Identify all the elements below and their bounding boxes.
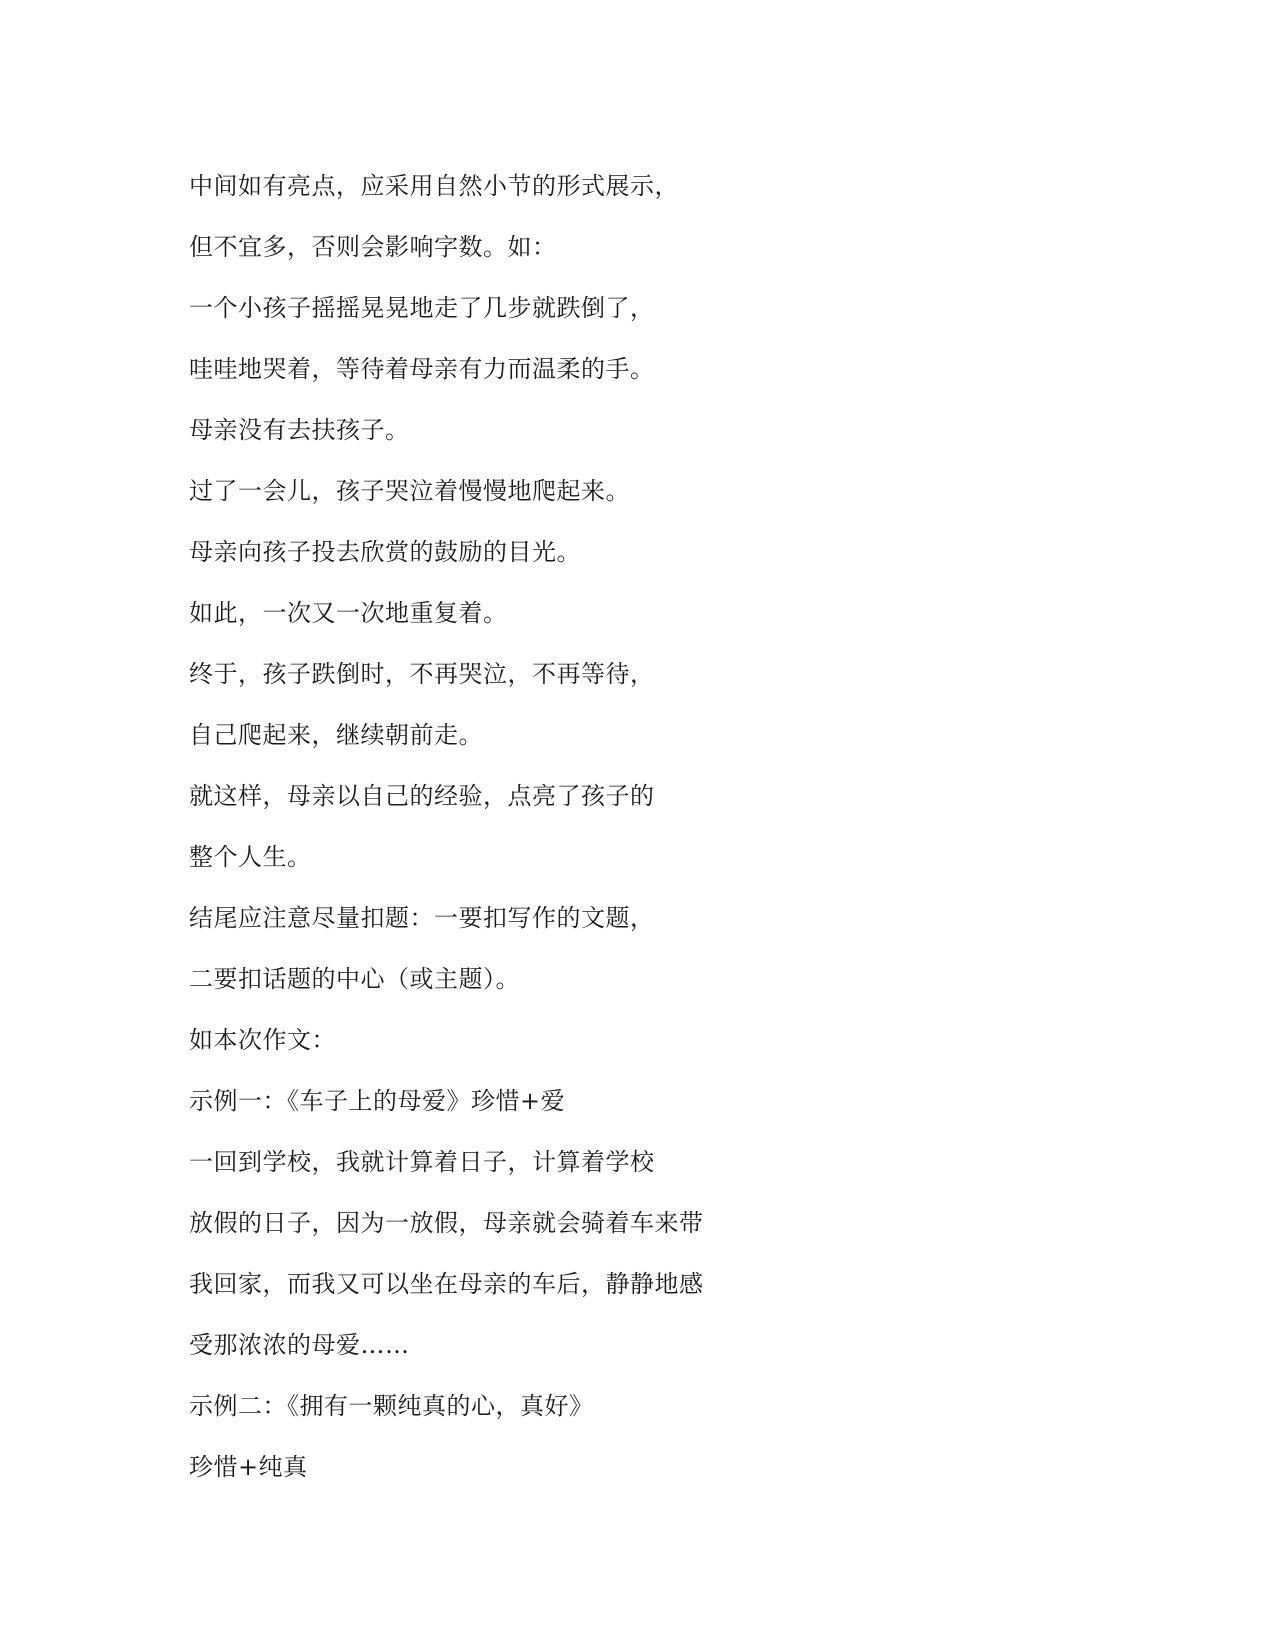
text-line: 过了一会儿，孩子哭泣着慢慢地爬起来。 xyxy=(189,477,630,505)
text-line: 放假的日子，因为一放假，母亲就会骑着车来带 xyxy=(189,1209,704,1237)
text-line: 终于，孩子跌倒时，不再哭泣，不再等待， xyxy=(189,660,655,688)
text-line: 受那浓浓的母爱…… xyxy=(189,1331,410,1359)
text-line: 一个小孩子摇摇晃晃地走了几步就跌倒了， xyxy=(189,294,655,322)
text-line: 如此，一次又一次地重复着。 xyxy=(189,599,508,627)
text-line: 珍惜+纯真 xyxy=(189,1453,308,1481)
text-line: 就这样，母亲以自己的经验，点亮了孩子的 xyxy=(189,782,655,810)
text-line: 示例一：《车子上的母爱》珍惜+爱 xyxy=(189,1087,566,1115)
text-line: 结尾应注意尽量扣题：一要扣写作的文题， xyxy=(189,904,655,932)
text-line: 母亲向孩子投去欣赏的鼓励的目光。 xyxy=(189,538,581,566)
text-line: 整个人生。 xyxy=(189,843,312,871)
text-line: 自己爬起来，继续朝前走。 xyxy=(189,721,483,749)
text-line: 一回到学校，我就计算着日子，计算着学校 xyxy=(189,1148,655,1176)
text-line: 我回家，而我又可以坐在母亲的车后，静静地感 xyxy=(189,1270,704,1298)
text-line: 二要扣话题的中心（或主题）。 xyxy=(189,965,520,993)
document-body xyxy=(189,171,704,1513)
text-line: 示例二：《拥有一颗纯真的心，真好》 xyxy=(189,1392,594,1420)
text-line: 哇哇地哭着，等待着母亲有力而温柔的手。 xyxy=(189,355,655,383)
text-line: 如本次作文： xyxy=(189,1026,336,1054)
text-line: 母亲没有去扶孩子。 xyxy=(189,416,410,444)
text-line: 中间如有亮点，应采用自然小节的形式展示， xyxy=(189,172,679,200)
text-line: 但不宜多，否则会影响字数。如： xyxy=(189,233,557,261)
